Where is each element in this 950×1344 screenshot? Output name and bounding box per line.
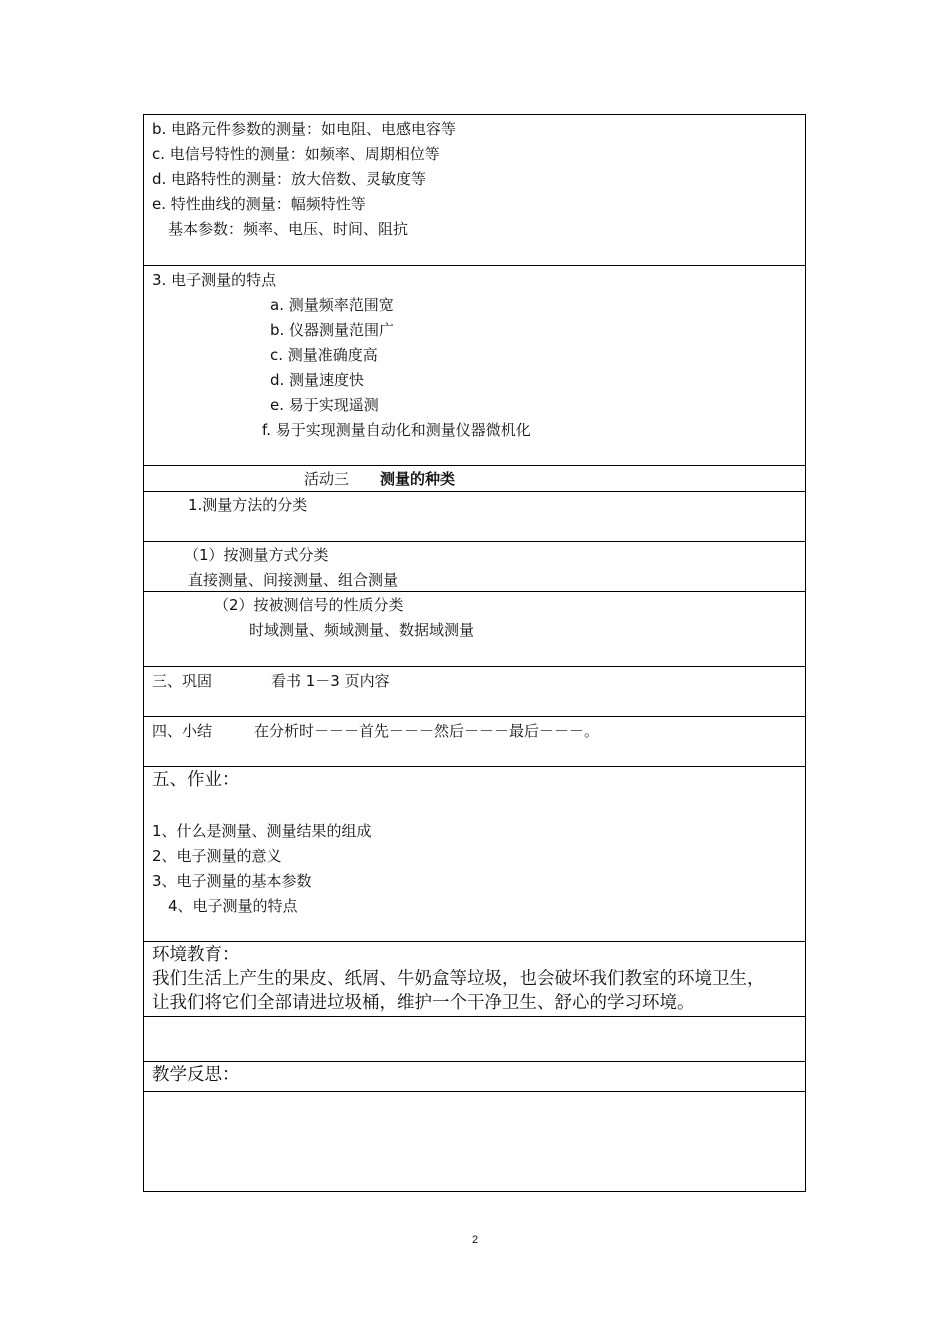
method-signal-content: 时域测量、频域测量、数据域测量 [249,621,475,639]
measurement-content-cell [144,115,806,266]
consolidate-content: 看书 1－3 页内容 [271,672,390,690]
feature-item: b. 仪器测量范围广 [270,321,395,339]
method-signal-title: （2）按被测信号的性质分类 [214,596,404,614]
features-cell [144,266,806,466]
homework-item: 1、什么是测量、测量结果的组成 [152,822,372,840]
features-row [144,266,806,466]
reflection-title: 教学反思： [152,1065,240,1085]
activity-row [144,466,806,492]
consolidate-label: 三、巩固 [152,672,213,690]
method-heading-cell [144,492,806,542]
features-heading: 3. 电子测量的特点 [152,271,277,289]
blank-cell [144,1017,806,1062]
feature-item: a. 测量频率范围宽 [270,296,394,314]
homework-row [144,767,806,942]
method-mode-cell [144,542,806,592]
feature-item: f. 易于实现测量自动化和测量仪器微机化 [262,421,531,439]
consolidate-cell [144,667,806,717]
basic-parameters-line: 基本参数：频率、电压、时间、阻抗 [168,220,409,238]
method-mode-content: 直接测量、间接测量、组合测量 [188,571,399,589]
method-heading: 1.测量方法的分类 [188,496,308,514]
homework-title: 五、作业： [152,770,240,790]
reflection-title-cell [144,1062,806,1092]
environment-title: 环境教育： [152,945,240,965]
method-signal-cell [144,592,806,667]
blank-row [144,1017,806,1062]
environment-cell [144,942,806,1017]
homework-cell [144,767,806,942]
method-signal-row [144,592,806,667]
environment-row [144,942,806,1017]
content-line-c: c. 电信号特性的测量：如频率、周期相位等 [152,145,440,163]
content-line-e: e. 特性曲线的测量：幅频特性等 [152,195,366,213]
method-heading-row [144,492,806,542]
page-number: 2 [471,1234,479,1246]
feature-item: c. 测量准确度高 [270,346,378,364]
lesson-plan-table [143,114,806,1192]
feature-item: e. 易于实现遥测 [270,396,379,414]
measurement-content-row [144,115,806,266]
environment-text-line-1: 我们生活上产生的果皮、纸屑、牛奶盒等垃圾，也会破坏我们教室的环境卫生， [152,969,765,989]
content-line-b: b. 电路元件参数的测量：如电阻、电感电容等 [152,120,457,138]
environment-text-line-2: 让我们将它们全部请进垃圾桶，维护一个干净卫生、舒心的学习环境。 [152,993,695,1013]
reflection-title-row [144,1062,806,1092]
summary-row [144,717,806,767]
content-line-d: d. 电路特性的测量：放大倍数、灵敏度等 [152,170,427,188]
summary-label: 四、小结 [152,722,213,740]
activity-cell [144,466,806,492]
homework-item: 4、电子测量的特点 [168,897,298,915]
reflection-body-row [144,1092,806,1192]
method-mode-title: （1）按测量方式分类 [184,546,329,564]
homework-item: 3、电子测量的基本参数 [152,872,312,890]
summary-content: 在分析时－－－首先－－－然后－－－最后－－－。 [254,722,600,740]
feature-item: d. 测量速度快 [270,371,365,389]
reflection-body-cell [144,1092,806,1192]
consolidate-row [144,667,806,717]
activity-prefix: 活动三 [304,470,350,488]
summary-cell [144,717,806,767]
homework-item: 2、电子测量的意义 [152,847,282,865]
method-mode-row [144,542,806,592]
activity-title: 测量的种类 [380,470,456,488]
